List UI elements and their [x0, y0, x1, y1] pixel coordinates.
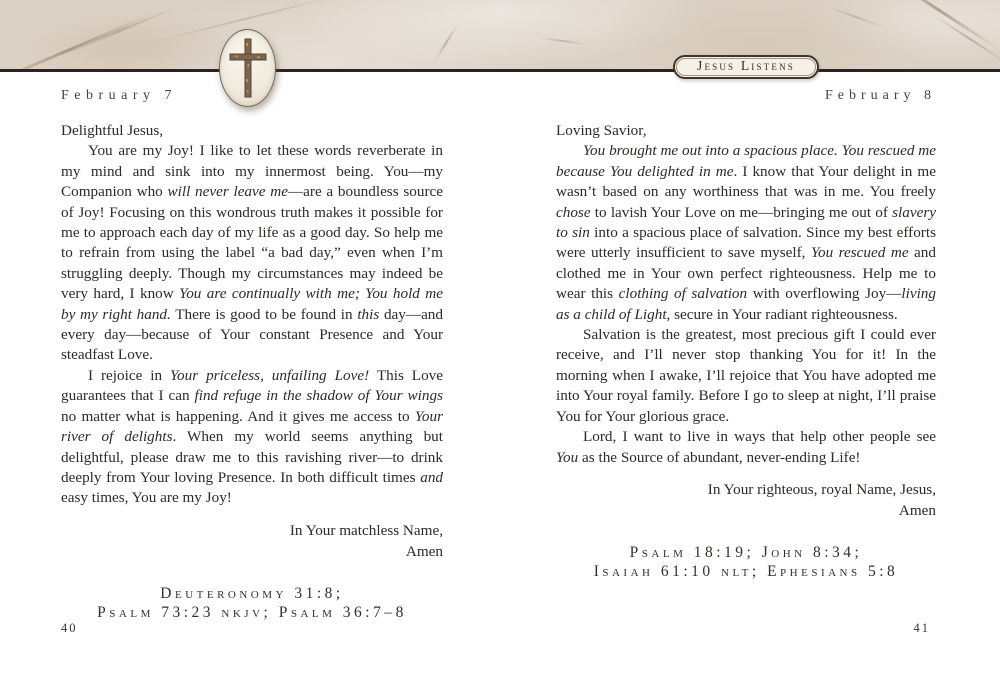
entry-date: February 8 [824, 88, 936, 103]
marble-vein [434, 25, 458, 62]
closing-amen: Amen [405, 542, 443, 560]
cross-medallion [219, 29, 276, 107]
cross-icon [226, 37, 270, 99]
page-left [61, 88, 443, 635]
marble-vein [60, 5, 180, 58]
devotional-paragraph: Salvation is the greatest, most precious gift I could ever receive, and I’ll never stop thanking You for it! In the morning when I awake, I’ll rejoice that You have adopted me into Your royal family. Before I go to sleep at night, I’ll praise You for Your glorious grace. [556, 326, 936, 425]
header-banner [0, 0, 1000, 72]
reference-line: Isaiah 61:10 nlt; Ephesians 5:8 [593, 562, 899, 580]
page-number: 41 [913, 621, 930, 635]
page-right [556, 88, 936, 635]
entry-date: February 7 [61, 88, 178, 103]
closing-line: In Your righteous, royal Name, Jesus, [707, 480, 936, 498]
marble-vein [827, 6, 884, 28]
devotional-paragraph: You brought me out into a spacious place. You rescued me because You delighted in me. I know that Your delight in me wasn’t based on any worthiness that was in me. You freely chose to lavish Your Love on me—bringing me out of slavery to sin into a spacious place of salvation. Since my best efforts were utterly insufficient to save myself, You rescued me and clothed me in Your own perfect righteousness. Help me to wear this clothing of salvation with overflowing Joy—living as a child of Light, secure in Your radiant righteousness. [556, 142, 936, 323]
closing-amen: Amen [898, 501, 936, 519]
marble-vein [0, 13, 153, 72]
reference-line: Psalm 73:23 nkjv; Psalm 36:7–8 [97, 603, 407, 621]
marble-vein [878, 0, 997, 49]
devotional-paragraph: You are my Joy! I like to let these words reverberate in my mind and sink into my innermost being. You—my Companion who will never leave me—are a boundless source of Joy! Focusing on this wondrous truth makes it possible for me to approach each day of my life as a good day. So help me to refrain from using the label “a bad day,” even when I’m struggling deeply. Though my circumstances may indeed be very hard, I know You are continually with me; You hold me by my right hand. There is good to be found in this day—and every day—because of Your constant Presence and Your steadfast Love. [61, 142, 443, 364]
devotional-text [61, 121, 443, 509]
devotional-paragraph: I rejoice in Your priceless, unfailing Love! This Love guarantees that I can find refuge in the shadow of Your wings no matter what is happening. And it gives me access to Your river of delights. When my world seems anything but delightful, please draw me to this ravishing river—to drink deeply from Your loving Presence. In both difficult times and easy times, You are my Joy! [61, 366, 443, 507]
reference-line: Deuteronomy 31:8; [160, 584, 344, 602]
reference-line: Psalm 18:19; John 8:34; [629, 543, 863, 561]
closing-block [61, 520, 443, 562]
closing-line: In Your matchless Name, [289, 521, 443, 539]
scripture-references [61, 584, 443, 622]
marble-vein [932, 14, 1000, 65]
book-title: Jesus Listens [697, 58, 795, 74]
devotional-paragraph: Lord, I want to live in ways that help other people see You as the Source of abundant, never-ending Life! [556, 428, 936, 466]
scripture-references [556, 543, 936, 581]
marble-vein [540, 37, 586, 45]
salutation: Loving Savior, [556, 122, 647, 139]
salutation: Delightful Jesus, [61, 122, 164, 139]
devotional-text [556, 121, 936, 468]
closing-block [556, 479, 936, 521]
page-number: 40 [61, 621, 78, 635]
book-title-badge [673, 55, 819, 79]
